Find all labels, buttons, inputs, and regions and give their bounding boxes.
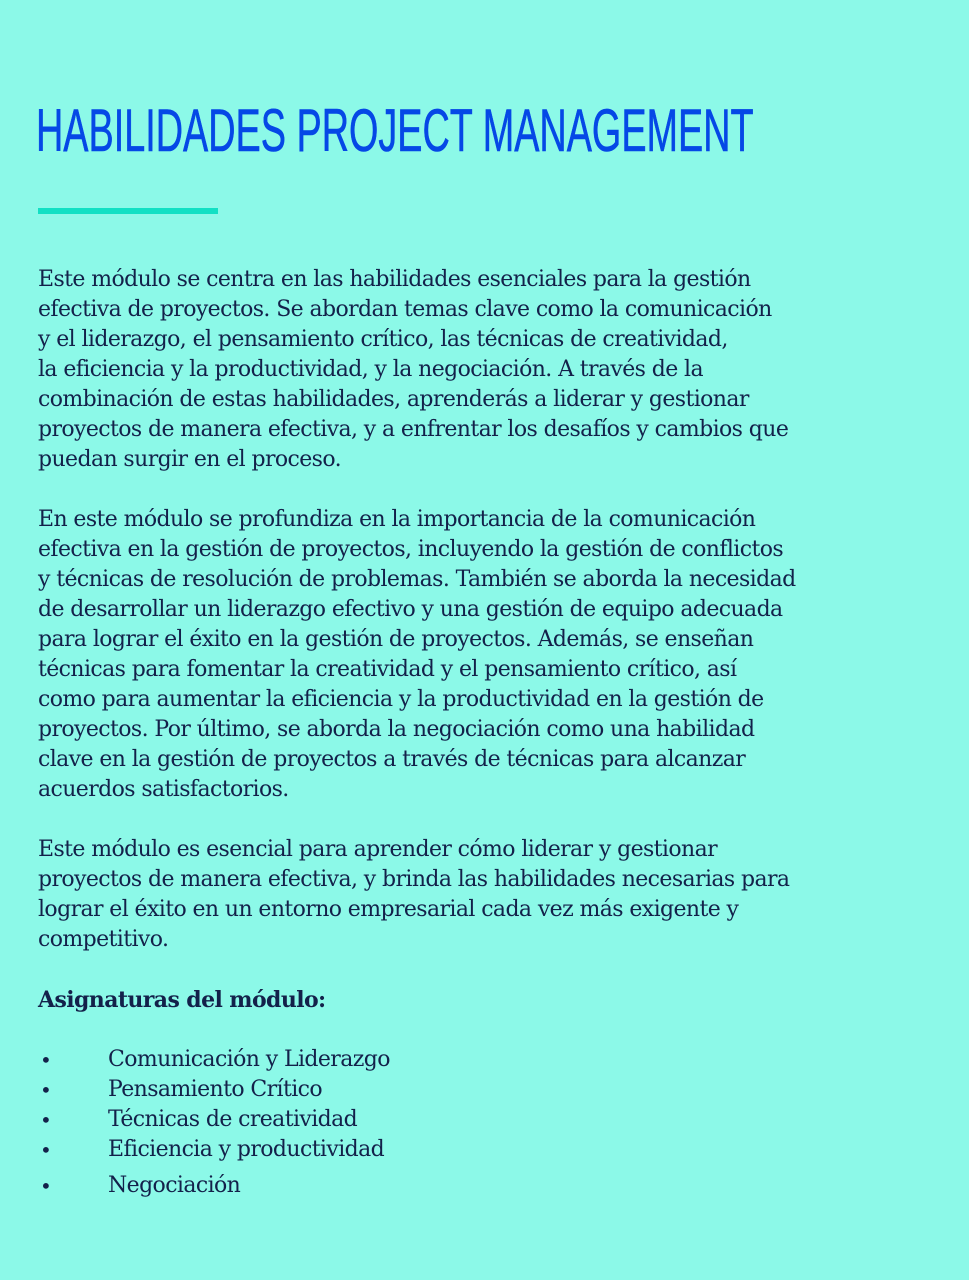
text-line: combinación de estas habilidades, aprenderás a liderar y gestionar	[38, 387, 749, 412]
text-line: efectiva en la gestión de proyectos, incluyendo la gestión de conflictos	[38, 537, 784, 562]
text-line: técnicas para fomentar la creatividad y el pensamiento crítico, así	[38, 657, 737, 682]
text-line: clave en la gestión de proyectos a través de técnicas para alcanzar	[38, 747, 746, 772]
list-item	[38, 1045, 796, 1075]
text-line: para lograr el éxito en la gestión de proyectos. Además, se enseñan	[38, 627, 754, 652]
subjects-list	[38, 1045, 796, 1201]
subject-label: Comunicación y Liderazgo	[108, 1047, 390, 1072]
text-line: acuerdos satisfactorios.	[38, 777, 289, 802]
subjects-heading: Asignaturas del módulo:	[38, 987, 326, 1013]
text-line: En este módulo se profundiza en la importancia de la comunicación	[38, 507, 756, 532]
list-item	[38, 1075, 796, 1105]
bullet-icon: •	[40, 1048, 52, 1072]
module-description	[38, 265, 796, 1201]
subject-label: Técnicas de creatividad	[108, 1107, 358, 1132]
bullet-icon: •	[40, 1078, 52, 1102]
summary-paragraph	[38, 835, 796, 955]
text-line: efectiva de proyectos. Se abordan temas clave como la comunicación	[38, 297, 772, 322]
text-line: y técnicas de resolución de problemas. También se aborda la necesidad	[38, 567, 796, 592]
intro-paragraph	[38, 265, 796, 475]
subject-label: Negociación	[108, 1173, 241, 1198]
bullet-icon: •	[40, 1138, 52, 1162]
bullet-icon: •	[40, 1108, 52, 1132]
text-line: Este módulo se centra en las habilidades esenciales para la gestión	[38, 267, 751, 292]
text-line: y el liderazgo, el pensamiento crítico, las técnicas de creatividad,	[38, 327, 728, 352]
text-line: como para aumentar la eficiencia y la productividad en la gestión de	[38, 687, 764, 712]
text-line: Este módulo es esencial para aprender cómo liderar y gestionar	[38, 837, 718, 862]
list-item	[38, 1171, 796, 1201]
text-line: proyectos de manera efectiva, y brinda las habilidades necesarias para	[38, 867, 790, 892]
subject-label: Eficiencia y productividad	[108, 1137, 385, 1162]
page-title: HABILIDADES PROJECT MANAGEMENT	[36, 97, 754, 164]
subject-label: Pensamiento Crítico	[108, 1077, 323, 1102]
text-line: puedan surgir en el proceso.	[38, 447, 341, 472]
detail-paragraph	[38, 505, 796, 805]
bullet-icon: •	[40, 1174, 52, 1198]
text-line: lograr el éxito en un entorno empresarial cada vez más exigente y	[38, 897, 739, 922]
list-item	[38, 1105, 796, 1135]
text-line: proyectos. Por último, se aborda la negociación como una habilidad	[38, 717, 755, 742]
text-line: proyectos de manera efectiva, y a enfrentar los desafíos y cambios que	[38, 417, 789, 442]
list-item	[38, 1135, 796, 1165]
accent-divider	[38, 208, 218, 214]
text-line: la eficiencia y la productividad, y la negociación. A través de la	[38, 357, 704, 382]
text-line: competitivo.	[38, 927, 169, 952]
text-line: de desarrollar un liderazgo efectivo y una gestión de equipo adecuada	[38, 597, 783, 622]
